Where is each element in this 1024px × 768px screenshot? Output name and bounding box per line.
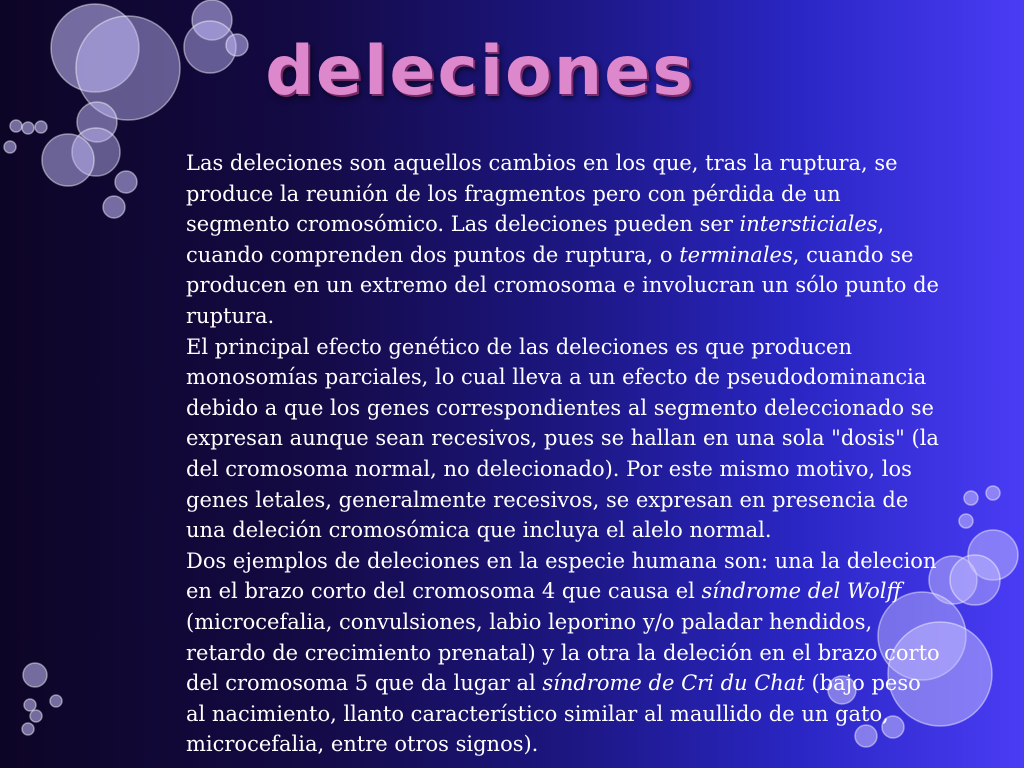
slide-title: deleciones xyxy=(265,32,695,111)
bubble xyxy=(950,555,1000,605)
bubble xyxy=(23,663,47,687)
syndrome-wolff: síndrome del Wolff xyxy=(701,579,902,604)
bubble xyxy=(22,723,34,735)
bubble xyxy=(959,514,973,528)
term-interstitial: intersticiales xyxy=(739,212,878,237)
paragraph-deletion-types: Las deleciones son aquellos cambios en los que, tras la ruptura, se produce la reunión de los fragmentos pero con pérdida de un segmento cromosómico. Las deleciones pueden ser intersticiales, cuando comprenden dos puntos de ruptura, o terminales, cuando se producen en un extremo del cromosoma e involucran un sólo punto de ruptura. xyxy=(186,151,939,328)
bubble xyxy=(24,699,36,711)
paragraph-genetic-effect: El principal efecto genético de las deleciones es que producen monosomías parciales, lo cual lleva a un efecto de pseudodominancia debido a que los genes correspondientes al segmento deleccionado se expresan aunque sean recesivos, pues se hallan en una sola "dosis" (la del cromosoma normal, no delecionado). Por este mismo motivo, los genes letales, generalmente recesivos, se expresan en presencia de una deleción cromosómica que incluya el alelo normal. xyxy=(186,334,939,543)
bubble xyxy=(10,120,22,132)
slide-body xyxy=(186,148,946,760)
term-terminal: terminales xyxy=(679,242,793,267)
bubble xyxy=(4,141,16,153)
bubble xyxy=(986,486,1000,500)
bubble xyxy=(115,171,137,193)
bubble xyxy=(50,695,62,707)
bubble xyxy=(22,122,34,134)
syndrome-cri-du-chat: síndrome de Cri du Chat xyxy=(542,671,805,696)
bubble xyxy=(30,710,42,722)
bubble xyxy=(42,134,94,186)
bubble xyxy=(964,491,978,505)
paragraph-human-examples: Dos ejemplos de deleciones en la especie humana son: una la delecion en el brazo corto del cromosoma 4 que causa el síndrome del Wolff (microcefalia, convulsiones, labio leporino y/o paladar hendidos, retardo de crecimiento prenatal) y la otra la deleción en el brazo corto del cromosoma 5 que da lugar al síndrome de Cri du Chat (bajo peso al nacimiento, llanto característico similar al maullido de un gato, microcefalia, entre otros signos). xyxy=(186,548,940,757)
bubble xyxy=(103,196,125,218)
bubble xyxy=(35,121,47,133)
